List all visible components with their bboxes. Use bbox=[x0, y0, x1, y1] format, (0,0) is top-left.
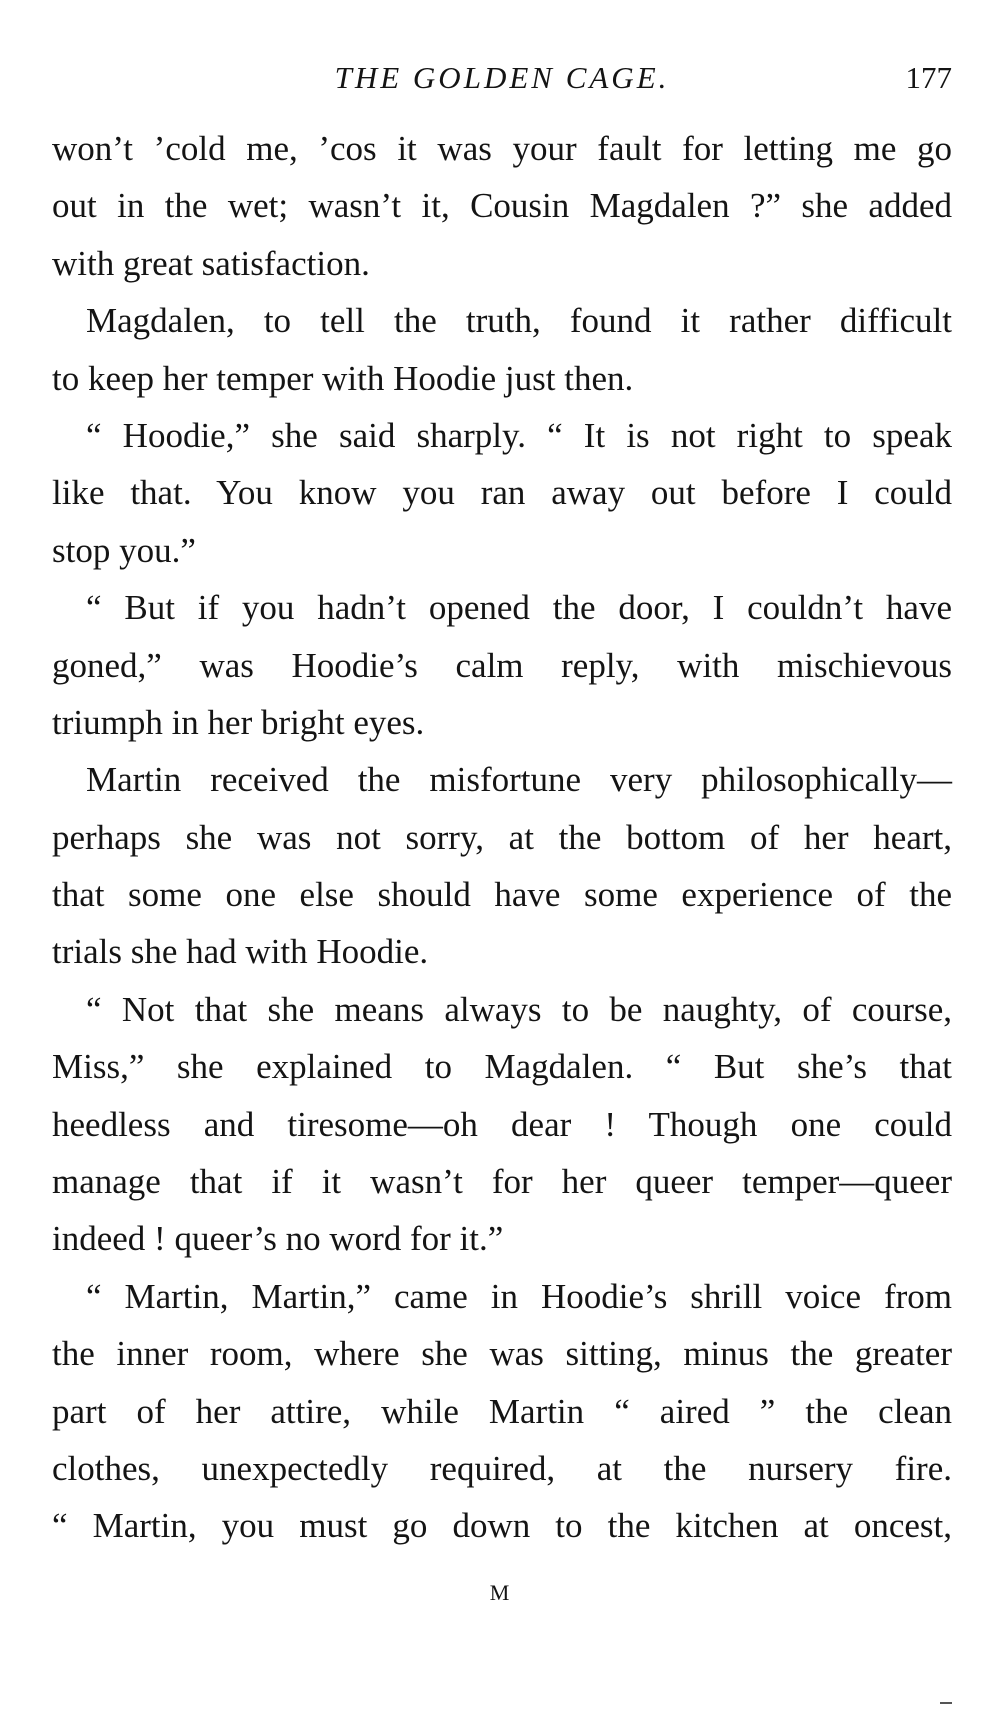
text-line: indeed ! queer’s no word for it.” bbox=[52, 1219, 504, 1259]
text-line: manage that if it wasn’t for her queer temper—queer bbox=[52, 1162, 952, 1202]
body-text bbox=[52, 120, 952, 1555]
text-line: “ Martin, Martin,” came in Hoodie’s shrill voice from bbox=[86, 1276, 952, 1316]
text-line: perhaps she was not sorry, at the bottom of her heart, bbox=[52, 817, 952, 857]
text-line: triumph in her bright eyes. bbox=[52, 702, 425, 742]
text-line: part of her attire, while Martin “ aired ” the clean bbox=[52, 1391, 952, 1431]
text-line: Martin received the misfortune very philosophically— bbox=[86, 760, 952, 800]
text-line: the inner room, where she was sitting, minus the greater bbox=[52, 1334, 952, 1374]
text-line: won’t ’cold me, ’cos it was your fault for letting me go bbox=[52, 129, 952, 168]
text-line: “ Not that she means always to be naughty, of course, bbox=[86, 989, 952, 1029]
text-line: with great satisfaction. bbox=[52, 243, 370, 283]
text-line: “ Hoodie,” she said sharply. “ It is not right to speak bbox=[86, 415, 952, 455]
text-line: Miss,” she explained to Magdalen. “ But she’s that bbox=[52, 1047, 952, 1087]
text-line: heedless and tiresome—oh dear ! Though one could bbox=[52, 1104, 952, 1144]
text-line: goned,” was Hoodie’s calm reply, with mischievous bbox=[52, 645, 952, 685]
running-title: THE GOLDEN CAGE. bbox=[334, 60, 670, 95]
text-line: “ But if you hadn’t opened the door, I couldn’t have bbox=[86, 588, 952, 628]
text-line: “ Martin, you must go down to the kitchen at oncest, bbox=[52, 1506, 952, 1546]
text-line: out in the wet; wasn’t it, Cousin Magdalen ?” she added bbox=[52, 186, 952, 226]
signature-mark: M bbox=[489, 1580, 511, 1605]
print-speck bbox=[940, 1702, 952, 1704]
text-line: Magdalen, to tell the truth, found it rather difficult bbox=[86, 301, 952, 341]
text-line: like that. You know you ran away out before I could bbox=[52, 473, 952, 513]
text-line: stop you.” bbox=[52, 530, 196, 570]
text-line: clothes, unexpectedly required, at the nursery fire. bbox=[52, 1448, 952, 1488]
page-number: 177 bbox=[905, 60, 952, 95]
page-header bbox=[52, 60, 952, 110]
text-line: trials she had with Hoodie. bbox=[52, 932, 429, 972]
text-line: to keep her temper with Hoodie just then. bbox=[52, 358, 634, 398]
text-line: that some one else should have some experience of the bbox=[52, 875, 952, 915]
